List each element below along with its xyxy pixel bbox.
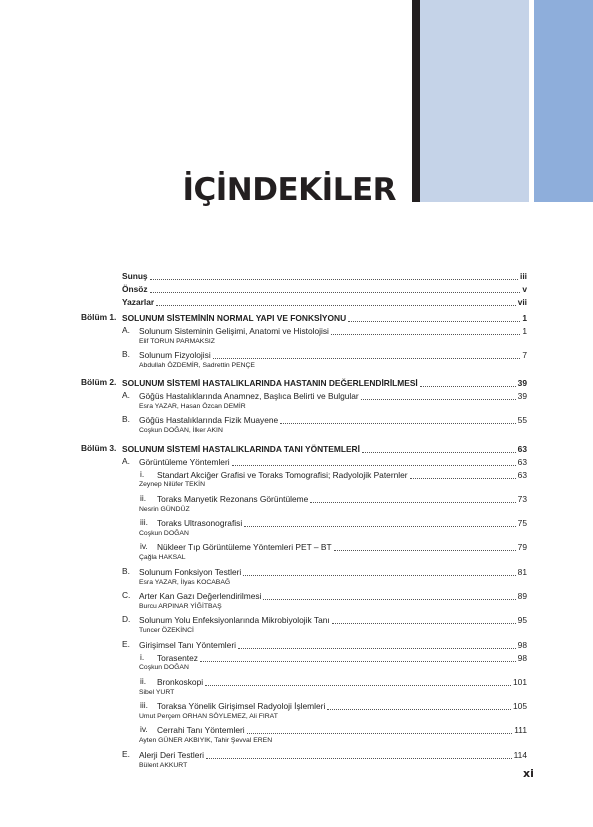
subsection-numeral: ii. — [140, 492, 147, 503]
dot-leader — [238, 648, 516, 649]
section-entry-title: Solunum Sisteminin Gelişimi, Anatomi ve Histolojisi — [139, 325, 329, 336]
subsection-entry-page: 98 — [517, 652, 527, 663]
dot-leader — [206, 758, 512, 759]
section-entry-title: Solunum Fizyolojisi — [139, 349, 211, 360]
section-entry-page: 98 — [517, 639, 527, 650]
chapter-entry-page: 63 — [517, 443, 527, 454]
author-line: Esra YAZAR, Hasan Özcan DEMİR — [139, 403, 246, 410]
subsection-entry-page: 101 — [513, 676, 527, 687]
section-entry-title: Göğüs Hastalıklarında Anamnez, Başlıca Belirti ve Bulgular — [139, 391, 359, 402]
section-entry[interactable] — [139, 456, 527, 468]
subsection-entry-title: Toraks Ultrasonografisi — [157, 518, 243, 529]
front-matter-entry[interactable] — [122, 283, 527, 295]
dot-leader — [243, 575, 515, 576]
author-line: Abdullah ÖZDEMİR, Sadrettin PENÇE — [139, 361, 255, 369]
subsection-entry-page: 63 — [517, 469, 527, 480]
dot-leader — [205, 685, 511, 686]
subsection-numeral: iii. — [140, 517, 148, 528]
dot-leader — [334, 550, 516, 551]
section-entry-title: Göğüs Hastalıklarında Fizik Muayene — [139, 415, 279, 426]
section-entry[interactable] — [139, 749, 527, 761]
subsection-entry-page: 75 — [517, 518, 527, 529]
chapter-entry[interactable] — [122, 443, 527, 455]
subsection-entry[interactable] — [157, 541, 527, 553]
section-letter: E. — [122, 748, 130, 759]
author-line: Umut Perçem ORHAN SÖYLEMEZ, Ali FIRAT — [139, 713, 278, 720]
section-entry[interactable] — [139, 614, 527, 626]
section-entry[interactable] — [139, 566, 527, 578]
section-letter: B. — [122, 414, 130, 425]
page-title: İÇİNDEKİLER — [182, 172, 396, 208]
author-line: Burcu ARPINAR YİĞİTBAŞ — [139, 602, 222, 610]
author-line: Tuncer ÖZEKİNCİ — [139, 627, 194, 635]
subsection-entry[interactable] — [157, 652, 527, 664]
section-entry-page: 1 — [522, 325, 527, 336]
subsection-entry-title: Toraksa Yönelik Girişimsel Radyoloji İşlemleri — [157, 701, 326, 712]
subsection-entry-title: Standart Akciğer Grafisi ve Toraks Tomografisi; Radyolojik Paternler — [157, 469, 408, 480]
section-entry[interactable] — [139, 390, 527, 402]
dot-leader — [310, 502, 515, 503]
section-letter: A. — [122, 390, 130, 401]
front-matter-entry-title: Önsöz — [122, 283, 148, 294]
section-entry[interactable] — [139, 349, 527, 361]
dot-leader — [200, 661, 516, 662]
subsection-numeral: iv. — [140, 541, 148, 552]
author-line: Zeynep Nilüfer TEKİN — [139, 481, 205, 489]
author-line: Nesrin GÜNDÜZ — [139, 505, 190, 513]
section-entry[interactable] — [139, 325, 527, 337]
author-line: Bülent AKKURT — [139, 761, 188, 769]
dot-leader — [327, 709, 511, 710]
subsection-entry-title: Nükleer Tıp Görüntüleme Yöntemleri PET – BT — [157, 542, 332, 553]
dot-leader — [213, 358, 521, 359]
subsection-entry[interactable] — [157, 469, 527, 481]
chapter-label: Bölüm 2. — [81, 377, 117, 388]
dot-leader — [232, 465, 516, 466]
section-entry[interactable] — [139, 639, 527, 651]
dot-leader — [280, 423, 515, 424]
front-matter-entry-title: Sunuş — [122, 271, 148, 281]
front-matter-entry-title: Yazarlar — [122, 296, 155, 307]
dot-leader — [361, 399, 516, 400]
chapter-label: Bölüm 1. — [81, 311, 117, 322]
section-entry-page: 39 — [517, 391, 527, 402]
dot-leader — [410, 478, 516, 479]
chapter-entry-page: 1 — [522, 312, 527, 323]
section-entry-title: Alerji Deri Testleri — [139, 749, 204, 760]
section-entry-title: Solunum Fonksiyon Testleri — [139, 566, 242, 577]
author-line: Sibel YURT — [139, 688, 175, 696]
section-entry[interactable] — [139, 414, 527, 426]
section-entry-page: 63 — [517, 456, 527, 467]
subsection-numeral: iv. — [140, 724, 148, 735]
dot-leader — [150, 279, 518, 280]
dot-leader — [244, 526, 515, 527]
subsection-entry-title: Toraks Manyetik Rezonans Görüntüleme — [157, 493, 309, 504]
subsection-entry-page: 111 — [514, 725, 527, 736]
subsection-entry[interactable] — [157, 724, 527, 736]
dot-leader — [348, 321, 520, 322]
section-letter: C. — [122, 590, 131, 600]
section-letter: B. — [122, 348, 130, 359]
page-number: xi — [523, 767, 534, 780]
section-entry-title: Görüntüleme Yöntemleri — [139, 456, 230, 467]
subsection-entry[interactable] — [157, 700, 527, 712]
dot-leader — [150, 292, 521, 293]
front-matter-entry-page: v — [522, 283, 527, 294]
dot-leader — [156, 305, 516, 306]
dot-leader — [362, 452, 516, 453]
subsection-numeral: ii. — [140, 675, 147, 686]
section-entry-title: Solunum Yolu Enfeksiyonlarında Mikrobiyolojik Tanı — [139, 615, 330, 626]
section-letter: A. — [122, 324, 130, 335]
section-entry-page: 95 — [517, 615, 527, 626]
subsection-entry-title: Cerrahi Tanı Yöntemleri — [157, 725, 245, 736]
section-letter: B. — [122, 565, 130, 576]
dot-leader — [332, 623, 516, 624]
dot-leader — [420, 386, 516, 387]
chapter-entry[interactable] — [122, 377, 527, 389]
section-entry-title: Arter Kan Gazı Değerlendirilmesi — [139, 591, 262, 601]
subsection-entry-page: 73 — [517, 493, 527, 504]
subsection-entry[interactable] — [157, 676, 527, 688]
author-line: Çağla HAKSAL — [139, 554, 186, 562]
section-entry-page: 55 — [517, 415, 527, 426]
subsection-entry[interactable] — [157, 517, 527, 529]
subsection-entry-title: Bronkoskopi — [157, 676, 204, 687]
subsection-entry-title: Torasentez — [157, 652, 198, 663]
chapter-entry-title: SOLUNUM SİSTEMİ HASTALIKLARINDA HASTANIN DEĞERLENDİRİLMESİ — [122, 378, 418, 389]
author-line: Elif TORUN PARMAKSIZ — [139, 337, 215, 345]
author-line: Coşkun DOĞAN, İlker AKIN — [139, 427, 223, 435]
dot-leader — [331, 334, 520, 335]
section-entry-title: Girişimsel Tanı Yöntemleri — [139, 639, 236, 650]
chapter-entry-page: 39 — [517, 378, 527, 389]
author-line: Coşkun DOĞAN — [139, 530, 189, 537]
section-letter: D. — [122, 614, 131, 625]
subsection-entry-page: 79 — [517, 542, 527, 553]
chapter-entry[interactable] — [122, 312, 527, 324]
dot-leader — [263, 599, 515, 600]
section-entry-page: 81 — [517, 566, 527, 577]
front-matter-entry-page: vii — [517, 296, 527, 307]
author-line: Esra YAZAR, İlyas KOCABAĞ — [139, 578, 231, 586]
chapter-entry-title: SOLUNUM SİSTEMİNİN NORMAL YAPI VE FONKSİYONU — [122, 312, 347, 323]
subsection-entry[interactable] — [157, 493, 527, 505]
front-matter-entry[interactable] — [122, 296, 527, 308]
chapter-entry-title: SOLUNUM SİSTEMİ HASTALIKLARINDA TANI YÖNTEMLERİ — [122, 443, 360, 454]
author-line: Coşkun DOĞAN — [139, 664, 189, 672]
subsection-numeral: i. — [140, 468, 145, 479]
section-letter: A. — [122, 455, 130, 466]
front-matter-entry[interactable] — [122, 270, 527, 282]
section-entry[interactable] — [139, 590, 527, 602]
section-entry-page: 114 — [513, 749, 527, 760]
subsection-entry-page: 105 — [513, 701, 527, 712]
dot-leader — [247, 733, 513, 734]
section-letter: E. — [122, 638, 130, 649]
subsection-numeral: i. — [140, 651, 145, 662]
section-entry-page: 7 — [522, 349, 527, 360]
author-line: Ayten GÜNER AKBIYIK, Tahir Şevval EREN — [139, 737, 273, 745]
section-entry-page: 89 — [517, 591, 527, 601]
front-matter-entry-page: iii — [520, 271, 527, 281]
subsection-numeral: iii. — [140, 700, 148, 711]
chapter-label: Bölüm 3. — [81, 442, 117, 453]
